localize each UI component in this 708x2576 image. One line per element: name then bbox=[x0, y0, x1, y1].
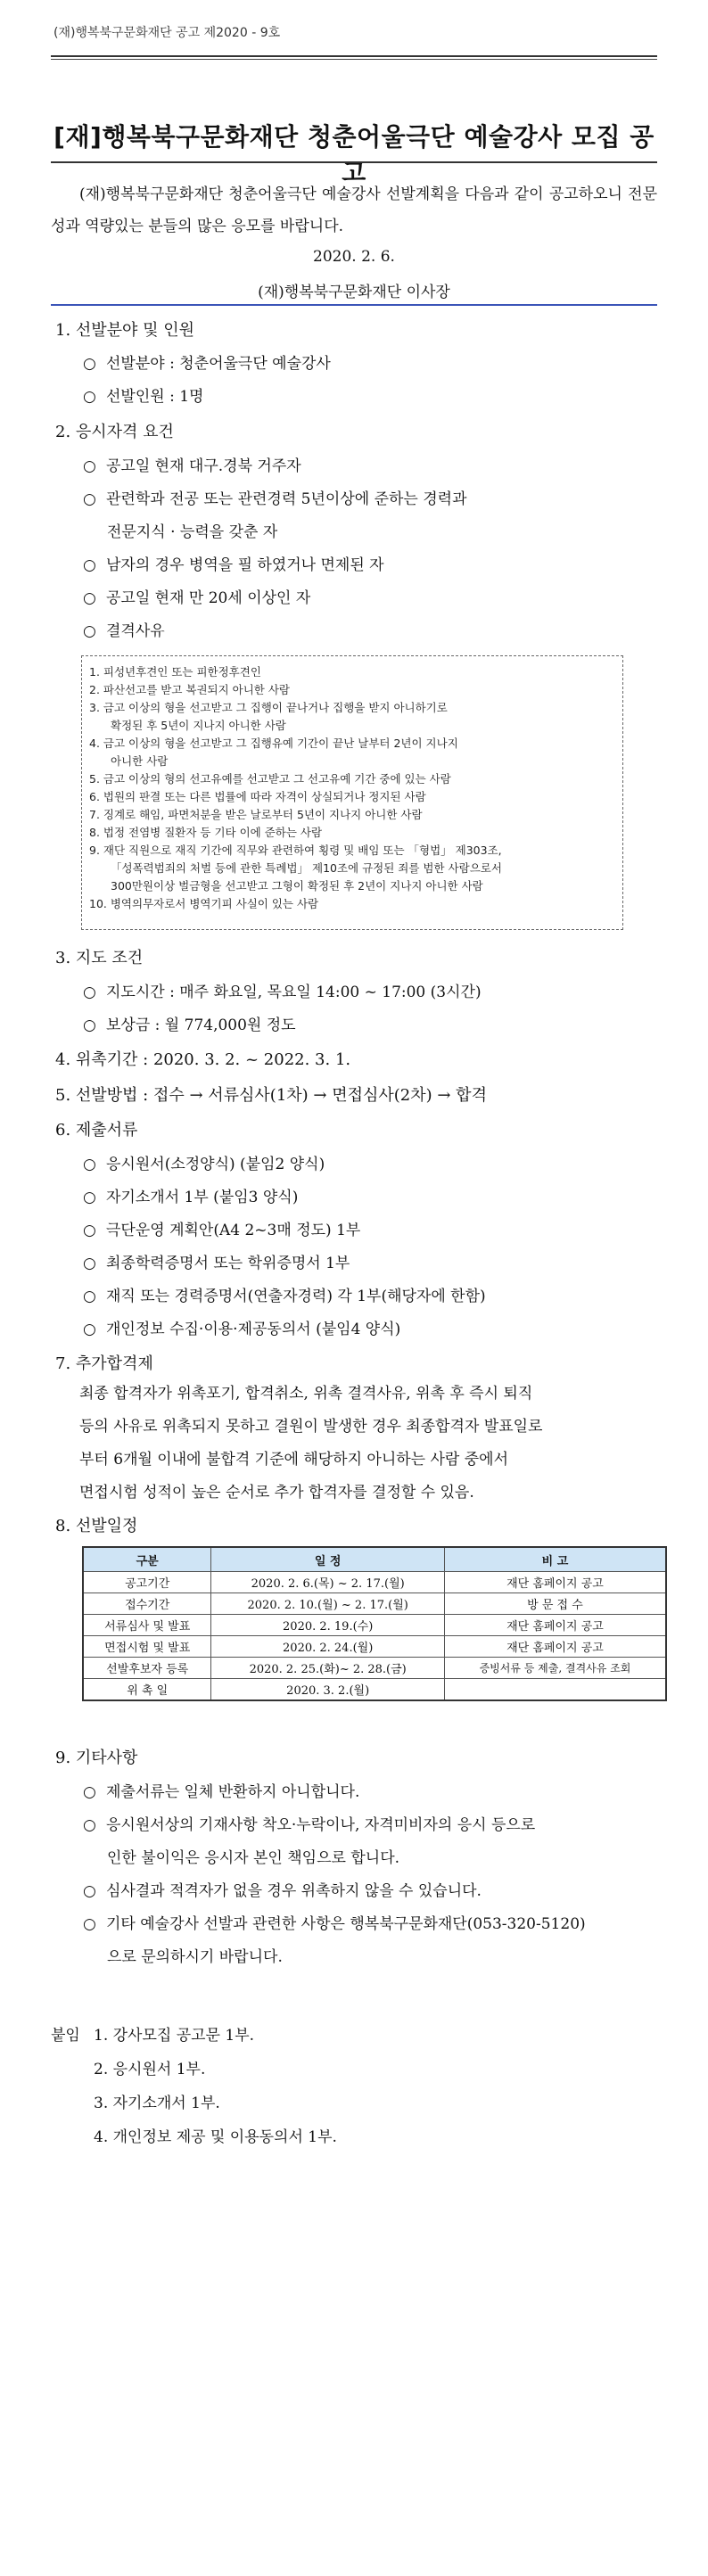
list-item-continuation: 전문지식 · 능력을 갖춘 자 bbox=[107, 523, 278, 541]
circle-bullet-icon: ○ bbox=[83, 1783, 96, 1801]
list-item: ○ 심사결과 적격자가 없을 경우 위촉하지 않을 수 있습니다. bbox=[83, 1882, 482, 1900]
list-item: ○ 제출서류는 일체 반환하지 아니합니다. bbox=[83, 1783, 360, 1801]
circle-bullet-icon: ○ bbox=[83, 388, 96, 406]
list-item: ○ 응시원서상의 기재사항 착오·누락이나, 자격미비자의 응시 등으로 bbox=[83, 1816, 536, 1834]
table-row bbox=[83, 1636, 666, 1658]
list-item: ○ 최종학력증명서 또는 학위증명서 1부 bbox=[83, 1255, 350, 1272]
circle-bullet-icon: ○ bbox=[83, 1915, 96, 1933]
divider bbox=[51, 304, 657, 306]
list-item: ○ 개인정보 수집·이용·제공동의서 (붙임4 양식) bbox=[83, 1321, 401, 1338]
circle-bullet-icon: ○ bbox=[83, 556, 96, 574]
disqualification-box bbox=[81, 655, 623, 930]
circle-bullet-icon: ○ bbox=[83, 983, 96, 1001]
list-item: ○ 결격사유 bbox=[83, 622, 165, 640]
disqualification-item: 7. 징계로 해임, 파면처분을 받은 날로부터 5년이 지나지 아니한 사람 bbox=[89, 808, 423, 821]
disqualification-item: 확정된 후 5년이 지나지 아니한 사람 bbox=[111, 719, 286, 732]
table-cell: 2020. 2. 25.(화)~ 2. 28.(금) bbox=[211, 1658, 445, 1679]
circle-bullet-icon: ○ bbox=[83, 622, 96, 640]
disqualification-item: 6. 법원의 판결 또는 다른 법률에 따라 자격이 상실되거나 정지된 사람 bbox=[89, 790, 426, 803]
circle-bullet-icon: ○ bbox=[83, 1288, 96, 1305]
divider bbox=[51, 55, 657, 57]
table-row bbox=[83, 1593, 666, 1615]
circle-bullet-icon: ○ bbox=[83, 1255, 96, 1272]
circle-bullet-icon: ○ bbox=[83, 355, 96, 373]
intro-text: (재)행복북구문화재단 청춘어울극단 예술강사 선발계획을 다음과 같이 공고하오니 전문성과 역량있는 분들의 많은 응모를 바랍니다. bbox=[51, 185, 657, 235]
attachment-item: 1. 강사모집 공고문 1부. bbox=[94, 2027, 255, 2045]
list-item: ○ 공고일 현재 만 20세 이상인 자 bbox=[83, 589, 311, 607]
list-item: ○ 보상금 : 월 774,000원 정도 bbox=[83, 1016, 296, 1034]
disqualification-item: 3. 금고 이상의 형을 선고받고 그 집행이 끝나거나 집행을 받지 아니하기로 bbox=[89, 701, 448, 714]
list-item: ○ 선발인원 : 1명 bbox=[83, 388, 204, 406]
paragraph-line: 부터 6개월 이내에 불합격 기준에 해당하지 아니하는 사람 중에서 bbox=[79, 1451, 509, 1469]
table-cell bbox=[444, 1679, 666, 1701]
section-heading: 3. 지도 조건 bbox=[55, 949, 144, 967]
list-item-continuation: 으로 문의하시기 바랍니다. bbox=[107, 1948, 283, 1966]
table-cell: 서류심사 및 발표 bbox=[83, 1615, 211, 1636]
list-item: ○ 지도시간 : 매주 화요일, 목요일 14:00 ~ 17:00 (3시간) bbox=[83, 983, 482, 1001]
table-cell: 2020. 2. 6.(목) ~ 2. 17.(월) bbox=[211, 1572, 445, 1593]
disqualification-item: 「성폭력범죄의 처벌 등에 관한 특례법」 제10조에 규정된 죄를 범한 사람으로서 bbox=[111, 861, 502, 875]
issuer: (재)행복북구문화재단 이사장 bbox=[258, 284, 450, 301]
table-cell: 재단 홈페이지 공고 bbox=[444, 1572, 666, 1593]
table-cell: 2020. 2. 19.(수) bbox=[211, 1615, 445, 1636]
circle-bullet-icon: ○ bbox=[83, 1222, 96, 1239]
section-heading: 7. 추가합격제 bbox=[55, 1354, 153, 1373]
paragraph-line: 등의 사유로 위촉되지 못하고 결원이 발생한 경우 최종합격자 발표일로 bbox=[79, 1418, 543, 1436]
disqualification-item: 8. 법정 전염병 질환자 등 기타 이에 준하는 사람 bbox=[89, 826, 323, 839]
table-cell: 면접시험 및 발표 bbox=[83, 1636, 211, 1658]
paragraph-line: 면접시험 성적이 높은 순서로 추가 합격자를 결정할 수 있음. bbox=[79, 1484, 474, 1502]
table-row bbox=[83, 1572, 666, 1593]
table-cell: 공고기간 bbox=[83, 1572, 211, 1593]
table-cell: 선발후보자 등록 bbox=[83, 1658, 211, 1679]
page-title: [재]행복북구문화재단 청춘어울극단 예술강사 모집 공고 bbox=[54, 122, 654, 187]
disqualification-item: 1. 피성년후견인 또는 피한정후견인 bbox=[89, 665, 261, 679]
divider bbox=[51, 161, 657, 163]
list-item: ○ 극단운영 계획안(A4 2~3매 정도) 1부 bbox=[83, 1222, 361, 1239]
list-item: ○ 응시원서(소정양식) (붙임2 양식) bbox=[83, 1156, 325, 1173]
paragraph-line: 최종 합격자가 위촉포기, 합격취소, 위촉 결격사유, 위촉 후 즉시 퇴직 bbox=[79, 1385, 533, 1403]
table-cell: 증빙서류 등 제출, 결격사유 조회 bbox=[444, 1658, 666, 1679]
column-header: 구분 bbox=[83, 1547, 211, 1572]
notice-number: (재)행복북구문화재단 공고 제2020 - 9호 bbox=[54, 26, 281, 40]
list-item: ○ 공고일 현재 대구.경북 거주자 bbox=[83, 457, 301, 475]
notice-date: 2020. 2. 6. bbox=[313, 248, 395, 266]
list-item: ○ 재직 또는 경력증명서(연출자경력) 각 1부(해당자에 한함) bbox=[83, 1288, 486, 1305]
attachments-label: 붙임 bbox=[51, 2027, 80, 2045]
attachment-item: 3. 자기소개서 1부. bbox=[94, 2095, 220, 2112]
section-heading: 6. 제출서류 bbox=[55, 1121, 138, 1140]
disqualification-item: 9. 재단 직원으로 재직 기간에 직무와 관련하여 횡령 및 배임 또는 「형법」 제303조, bbox=[89, 844, 502, 857]
disqualification-item: 300만원이상 벌금형을 선고받고 그형이 확정된 후 2년이 지나지 아니한 사람 bbox=[111, 879, 483, 893]
section-heading: 1. 선발분야 및 인원 bbox=[55, 321, 195, 340]
table-cell: 재단 홈페이지 공고 bbox=[444, 1636, 666, 1658]
section-heading: 5. 선발방법 : 접수 → 서류심사(1차) → 면접심사(2차) → 합격 bbox=[55, 1086, 487, 1105]
list-item: ○ 기타 예술강사 선발과 관련한 사항은 행복북구문화재단(053-320-5120) bbox=[83, 1915, 586, 1933]
table-cell: 2020. 3. 2.(월) bbox=[211, 1679, 445, 1701]
table-header-row bbox=[83, 1547, 666, 1572]
circle-bullet-icon: ○ bbox=[83, 1321, 96, 1338]
circle-bullet-icon: ○ bbox=[83, 1189, 96, 1206]
column-header: 일 정 bbox=[211, 1547, 445, 1572]
section-heading: 9. 기타사항 bbox=[55, 1749, 138, 1767]
list-item: ○ 자기소개서 1부 (붙임3 양식) bbox=[83, 1189, 299, 1206]
table-row bbox=[83, 1679, 666, 1701]
table-cell: 2020. 2. 10.(월) ~ 2. 17.(월) bbox=[211, 1593, 445, 1615]
circle-bullet-icon: ○ bbox=[83, 457, 96, 475]
disqualification-item: 2. 파산선고를 받고 복권되지 아니한 사람 bbox=[89, 683, 290, 696]
table-cell: 방 문 접 수 bbox=[444, 1593, 666, 1615]
list-item: ○ 관련학과 전공 또는 관련경력 5년이상에 준하는 경력과 bbox=[83, 490, 467, 508]
section-heading: 2. 응시자격 요건 bbox=[55, 423, 174, 441]
list-item-continuation: 인한 불이익은 응시자 본인 책임으로 합니다. bbox=[107, 1849, 400, 1867]
paragraph bbox=[79, 1378, 650, 1510]
attachment-item: 2. 응시원서 1부. bbox=[94, 2061, 206, 2078]
table-cell: 위 촉 일 bbox=[83, 1679, 211, 1701]
table-cell: 접수기간 bbox=[83, 1593, 211, 1615]
disqualification-item: 5. 금고 이상의 형의 선고유예를 선고받고 그 선고유예 기간 중에 있는 사람 bbox=[89, 772, 451, 786]
divider bbox=[51, 59, 657, 60]
disqualification-item: 아니한 사람 bbox=[111, 754, 169, 768]
section-heading: 8. 선발일정 bbox=[55, 1517, 138, 1535]
list-item: ○ 선발분야 : 청춘어울극단 예술강사 bbox=[83, 355, 331, 373]
circle-bullet-icon: ○ bbox=[83, 490, 96, 508]
circle-bullet-icon: ○ bbox=[83, 589, 96, 607]
list-item: ○ 남자의 경우 병역을 필 하였거나 면제된 자 bbox=[83, 556, 384, 574]
column-header: 비 고 bbox=[444, 1547, 666, 1572]
table-row bbox=[83, 1615, 666, 1636]
disqualification-item: 10. 병역의무자로서 병역기피 사실이 있는 사람 bbox=[89, 897, 319, 910]
circle-bullet-icon: ○ bbox=[83, 1156, 96, 1173]
circle-bullet-icon: ○ bbox=[83, 1816, 96, 1834]
section-heading: 4. 위촉기간 : 2020. 3. 2. ~ 2022. 3. 1. bbox=[55, 1050, 351, 1069]
table-row bbox=[83, 1658, 666, 1679]
circle-bullet-icon: ○ bbox=[83, 1016, 96, 1034]
schedule-table bbox=[82, 1546, 667, 1701]
table-cell: 2020. 2. 24.(월) bbox=[211, 1636, 445, 1658]
circle-bullet-icon: ○ bbox=[83, 1882, 96, 1900]
attachment-item: 4. 개인정보 제공 및 이용동의서 1부. bbox=[94, 2128, 337, 2146]
disqualification-item: 4. 금고 이상의 형을 선고받고 그 집행유예 기간이 끝난 날부터 2년이 지나지 bbox=[89, 737, 458, 750]
table-cell: 재단 홈페이지 공고 bbox=[444, 1615, 666, 1636]
